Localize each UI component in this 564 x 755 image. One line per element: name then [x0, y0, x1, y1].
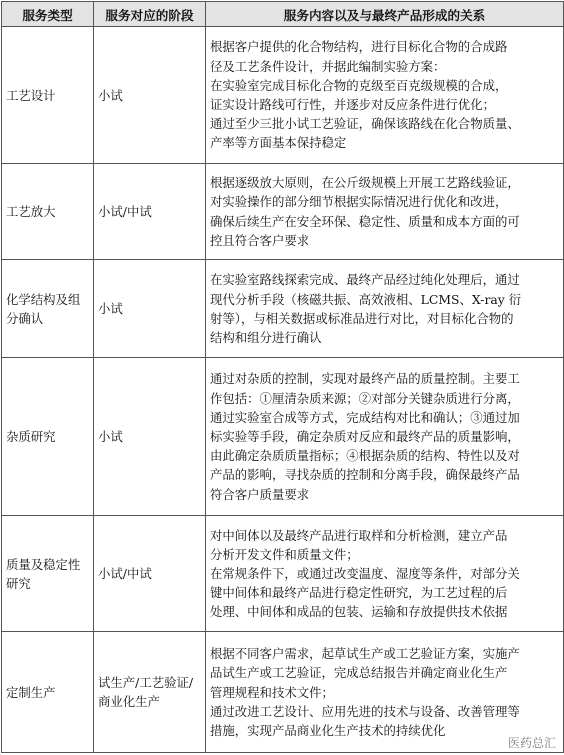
header-row — [2, 2, 564, 27]
watermark: 医药总汇 — [507, 736, 556, 750]
header-service-type: 服务类型 — [2, 2, 94, 27]
service-content-cell — [206, 164, 564, 260]
service-content-cell — [206, 515, 564, 632]
service-stage-cell — [94, 260, 206, 358]
service-content-cell-line: 证实设计路线可行性，并逐步对反应条件进行优化； — [210, 97, 495, 112]
table-row — [2, 260, 564, 358]
service-content-cell-line: 根据逐级放大原则，在公斤级规模上开展工艺路线验证， — [210, 175, 520, 191]
service-content-cell-line: 处理、中间体和成品的包装、运输和存放提供技术依据 — [210, 604, 508, 620]
service-content-cell-line: 品试生产或工艺验证，完成总结报告并确定商业化生产 — [210, 665, 508, 681]
service-type-cell-line: 工艺设计 — [6, 87, 56, 103]
table-row — [2, 358, 564, 515]
service-content-cell-line: 控且符合客户要求 — [210, 232, 310, 248]
service-content-cell — [206, 358, 564, 515]
service-content-cell-line: 由此确定杂质质量指标；④根据杂质的结构、特性以及对 — [210, 448, 520, 464]
service-content-cell-line: 作包括：①厘清杂质来源；②对部分关键杂质进行分离， — [210, 390, 520, 406]
service-stage-cell-line: 小试 — [98, 429, 123, 445]
service-content-cell-line: 键中间体和最终产品进行稳定性研究，为工艺过程的后 — [210, 585, 508, 601]
service-stage-cell-line: 小试/中试 — [98, 204, 152, 220]
service-type-cell-line: 分确认 — [6, 310, 44, 326]
service-type-cell — [2, 164, 94, 260]
service-content-cell-line: 通过对杂质的控制，实现对最终产品的质量控制。主要工 — [210, 371, 520, 387]
service-content-cell-line: 措施，实现产品商业化生产技术的持续优化 — [210, 722, 446, 738]
service-type-cell-line: 杂质研究 — [6, 429, 56, 445]
service-stage-cell-line: 小试 — [98, 301, 123, 317]
service-content-cell-line: 通过实验室合成等方式，完成结构对比和确认；③通过加 — [210, 409, 520, 425]
service-stage-cell-line: 商业化生产 — [98, 694, 160, 710]
table-row — [2, 515, 564, 632]
service-type-cell-line: 工艺放大 — [6, 204, 56, 220]
service-content-cell-line: 确保后续生产在安全环保、稳定性、质量和成本方面的可 — [210, 213, 520, 229]
service-type-cell-line: 定制生产 — [6, 684, 56, 700]
service-content-cell-line: 标实验等手段，确定杂质对反应和最终产品的质量影响， — [210, 428, 520, 444]
service-stage-cell-line: 小试/中试 — [98, 566, 152, 582]
service-type-cell — [2, 27, 94, 164]
service-content-cell-line: 符合客户质量要求 — [210, 486, 310, 502]
table-body — [2, 27, 564, 753]
service-content-cell-line: 对中间体以及最终产品进行取样和分析检测，建立产品 — [210, 527, 508, 543]
service-content-cell-line: 在实验室路线探索完成、最终产品经过纯化处理后，通过 — [210, 272, 520, 288]
service-type-cell-line: 化学结构及组 — [6, 291, 81, 307]
service-content-cell-line: 在常规条件下，或通过改变温度、湿度等条件，对部分关 — [210, 565, 520, 581]
service-content-cell-line: 产率等方面基本保持稳定 — [210, 135, 347, 151]
header-service-stage: 服务对应的阶段 — [94, 2, 206, 27]
service-stage-cell-line: 试生产/工艺验证/ — [98, 675, 194, 691]
service-stage-cell — [94, 358, 206, 515]
service-content-cell-line: 产品的影响，寻找杂质的控制和分离手段，确保最终产品 — [210, 467, 520, 483]
service-content-cell-line: 现代分析手段（核磁共振、高效液相、LCMS、X-ray 衍 — [210, 291, 522, 307]
service-content-cell-line: 通过改进工艺设计、应用先进的技术与设备、改善管理等 — [210, 703, 520, 719]
table-row — [2, 27, 564, 164]
service-stage-cell — [94, 27, 206, 164]
service-type-cell-line: 质量及稳定性 — [6, 556, 81, 572]
service-stage-cell-line: 小试 — [98, 87, 123, 103]
service-type-cell — [2, 515, 94, 632]
service-content-cell-line: 分析开发文件和质量文件； — [210, 546, 359, 562]
service-content-cell-line: 结构和组分进行确认 — [210, 329, 322, 345]
service-content-cell-line: 径及工艺条件设计，并据此编制实验方案： — [210, 58, 446, 74]
service-stage-cell — [94, 632, 206, 753]
header-service-content: 服务内容以及与最终产品形成的关系 — [206, 2, 564, 27]
service-type-cell — [2, 632, 94, 753]
service-content-cell — [206, 27, 564, 164]
service-content-cell — [206, 260, 564, 358]
service-content-cell-line: 通过至少三批小试工艺验证，确保该路线在化合物质量、 — [210, 116, 520, 132]
service-stage-cell — [94, 164, 206, 260]
service-content-cell-line: 对实验操作的部分细节根据实际情况进行优化和改进， — [210, 194, 508, 210]
service-table — [1, 1, 564, 753]
service-content-cell-line: 射等），与相关数据或标准品进行对比，对目标化合物的 — [210, 310, 514, 326]
service-content-cell-line: 在实验室完成目标化合物的克级至百克级规模的合成， — [210, 77, 508, 93]
table-row — [2, 632, 564, 753]
service-content-cell-line: 管理规程和技术文件； — [210, 684, 334, 700]
service-content-cell-line: 根据不同客户需求，起草试生产或工艺验证方案，实施产 — [210, 646, 520, 662]
service-content-cell-line: 根据客户提供的化合物结构，进行目标化合物的合成路 — [210, 39, 508, 55]
service-type-cell-line: 研究 — [6, 575, 31, 591]
service-type-cell — [2, 260, 94, 358]
table-row — [2, 164, 564, 260]
service-type-cell — [2, 358, 94, 515]
service-stage-cell — [94, 515, 206, 632]
